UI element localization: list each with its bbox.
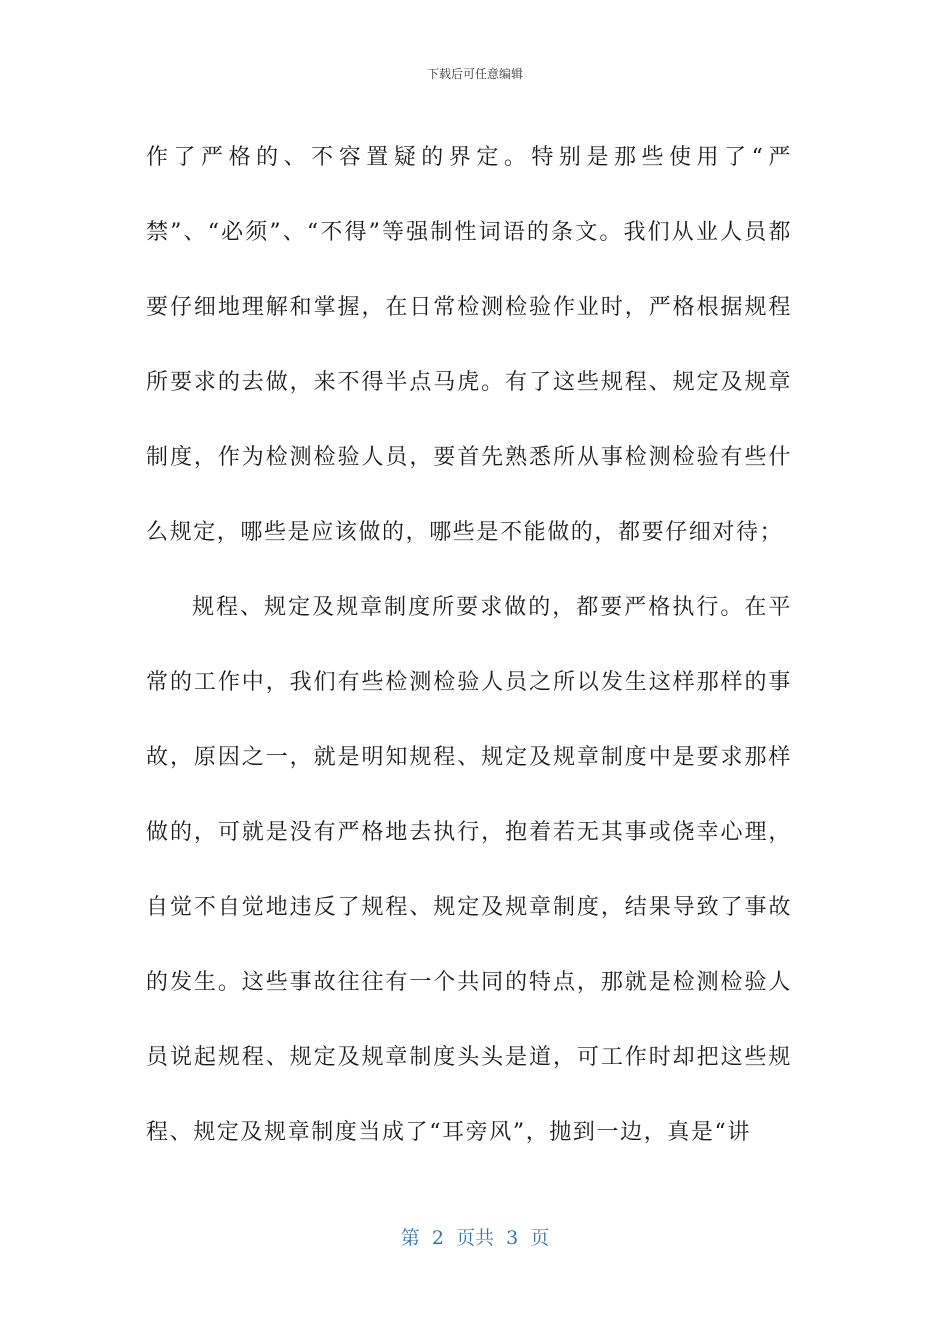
paragraph: 规程、规定及规章制度所要求做的，都要严格执行。在平常的工作中，我们有些检测检验人员之所以发生这样那样的事故，原因之一，就是明知规程、规定及规章制度中是要求那样做的，可就是没有严格地去执行，抱着若无其事或侥幸心理，自觉不自觉地违反了规程、规定及规章制度，结果导致了事故的发生。这些事故往往有一个共同的特点，那就是检测检验人员说起规程、规定及规章制度头头是道，可工作时却把这些规程、规定及规章制度当成了“耳旁风”，抛到一边，真是“讲 [146, 595, 792, 1145]
page-number-footer: 第 2 页共 3 页 [400, 1227, 550, 1249]
page-header-note: 下载后可任意编辑 [426, 67, 523, 81]
paragraph: 作了严格的、不容置疑的界定。特别是那些使用了“严禁”、“必须”、“不得”等强制性词语的条文。我们从业人员都要仔细地理解和掌握，在日常检测检验作业时，严格根据规程所要求的去做，来不得半点马虎。有了这些规程、规定及规章制度，作为检测检验人员，要首先熟悉所从事检测检验有些什么规定，哪些是应该做的，哪些是不能做的，都要仔细对待； [146, 145, 792, 545]
document-body [146, 120, 792, 1170]
